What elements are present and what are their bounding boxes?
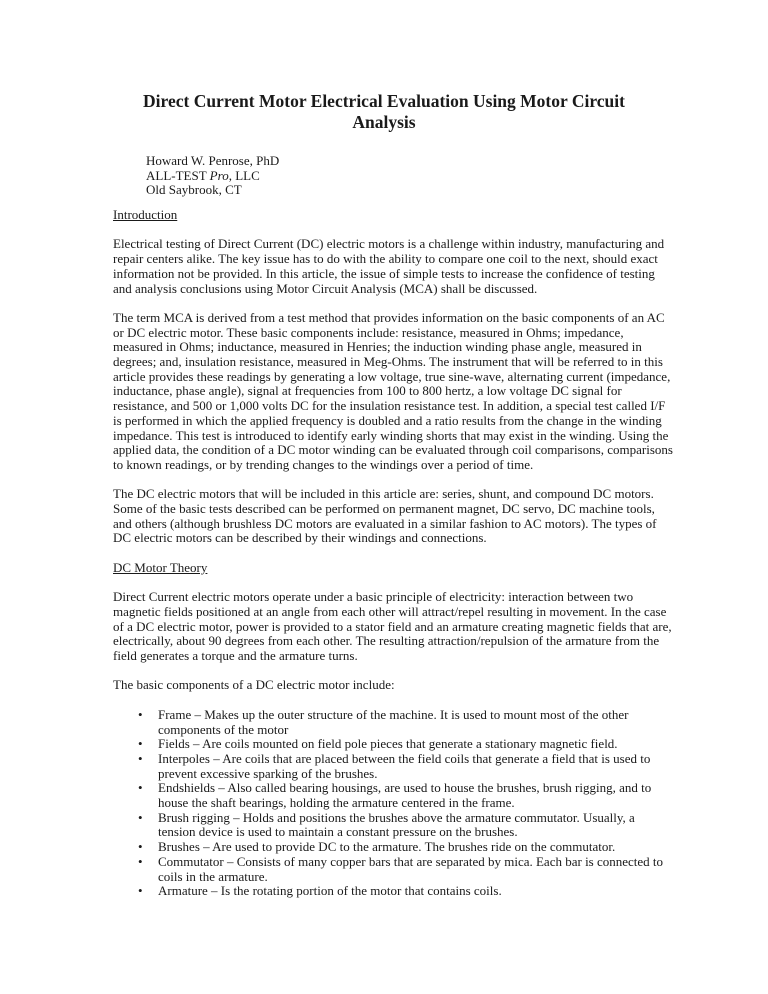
- document-body: [113, 208, 673, 899]
- list-item: [113, 708, 673, 737]
- bullet-icon: •: [138, 839, 143, 855]
- list-item-text: Interpoles – Are coils that are placed between the field coils that generate a field that is used to prevent excessive sparking of the brushes.: [158, 750, 651, 781]
- intro-paragraph-1: Electrical testing of Direct Current (DC) electric motors is a challenge within industry, manufacturing and repair centers alike. The key issue has to do with the ability to compare one coil to the next, should exact information not be provided. In this article, the issue of simple tests to increase the confidence of testing and analysis conclusions using Motor Circuit Analysis (MCA) shall be discussed.: [113, 236, 665, 296]
- components-list: [113, 708, 673, 899]
- company-suffix: , LLC: [228, 167, 260, 183]
- list-item-text: Frame – Makes up the outer structure of the machine. It is used to mount most of the other components of the motor: [158, 706, 629, 737]
- list-item-text: Brushes – Are used to provide DC to the armature. The brushes ride on the commutator.: [158, 839, 616, 855]
- list-item-text: Brush rigging – Holds and positions the brushes above the armature commutator. Usually, a tension device is used to maintain a constant pressure on the brushes.: [158, 809, 635, 840]
- list-item-text: Armature – Is the rotating portion of the motor that contains coils.: [158, 883, 502, 899]
- bullet-icon: •: [138, 853, 143, 869]
- company-italic: Pro: [209, 167, 229, 183]
- document-title: [100, 91, 668, 133]
- list-item: [113, 855, 673, 884]
- list-item: [113, 737, 673, 752]
- intro-paragraph-2: The term MCA is derived from a test method that provides information on the basic components of an AC or DC electric motor. These basic components include: resistance, measured in Ohms; impedance, measured in Ohms; inductance, measured in Henries; the induction winding phase angle, measured in degrees; and, insulation resistance, measured in Meg-Ohms. The instrument that will be referred to in this article provides these readings by generating a low voltage, true sine-wave, alternating current (impedance, inductance, phase angle), signal at frequencies from 100 to 800 hertz, a low voltage DC signal for resistance, and 500 or 1,000 volts DC for the insulation resistance test. In addition, a special test called I/F is performed in which the applied frequency is doubled and a ratio results from the change in the winding impedance. This test is introduced to identify early winding shorts that may exist in the winding. Using the applied data, the condition of a DC motor winding can be evaluated through coil comparisons, comparisons to known readings, or by trending changes to the windings over a period of time.: [113, 309, 673, 472]
- bullet-icon: •: [138, 750, 143, 766]
- list-item: [113, 811, 673, 840]
- title-line-1: Direct Current Motor Electrical Evaluation Using Motor Circuit: [143, 91, 625, 111]
- list-item-text: Endshields – Also called bearing housings, are used to house the brushes, brush rigging, and to house the shaft bearings, holding the armature centered in the frame.: [158, 780, 652, 811]
- author-location: Old Saybrook, CT: [146, 182, 242, 198]
- list-item-text: Commutator – Consists of many copper bars that are separated by mica. Each bar is connected to coils in the armature.: [158, 853, 664, 884]
- bullet-icon: •: [138, 809, 143, 825]
- bullet-icon: •: [138, 706, 143, 722]
- title-line-2: Analysis: [352, 112, 416, 132]
- list-item: [113, 781, 673, 810]
- author-name: Howard W. Penrose, PhD: [146, 153, 280, 168]
- theory-paragraph-2: The basic components of a DC electric motor include:: [113, 677, 395, 693]
- author-block: [146, 154, 279, 198]
- author-company: [146, 169, 279, 184]
- intro-paragraph-3: The DC electric motors that will be included in this article are: series, shunt, and compound DC motors. Some of the basic tests described can be performed on permanent magnet, DC servo, DC machine tools, and others (although brushless DC motors are evaluated in a similar fashion to AC motors). The types of DC electric motors can be described by their windings and connections.: [113, 486, 657, 546]
- section-heading-dc-motor-theory: DC Motor Theory: [113, 559, 208, 575]
- company-prefix: ALL-TEST: [146, 167, 210, 183]
- list-item: [113, 752, 673, 781]
- theory-paragraph-1: Direct Current electric motors operate under a basic principle of electricity: interaction between two magnetic fields positioned at an angle from each other will attract/repel resulting in movement. In the case of a DC electric motor, power is provided to a stator field and an armature creating magnetic fields that are, electrically, about 90 degrees from each other. The resulting attraction/repulsion of the armature from the field generates a torque and the armature turns.: [113, 589, 672, 664]
- list-item-text: Fields – Are coils mounted on field pole pieces that generate a stationary magnetic field.: [158, 736, 618, 752]
- section-heading-introduction: Introduction: [113, 207, 178, 222]
- list-item: [113, 884, 673, 899]
- bullet-icon: •: [138, 883, 143, 899]
- bullet-icon: •: [138, 780, 143, 796]
- bullet-icon: •: [138, 736, 143, 752]
- list-item: [113, 840, 673, 855]
